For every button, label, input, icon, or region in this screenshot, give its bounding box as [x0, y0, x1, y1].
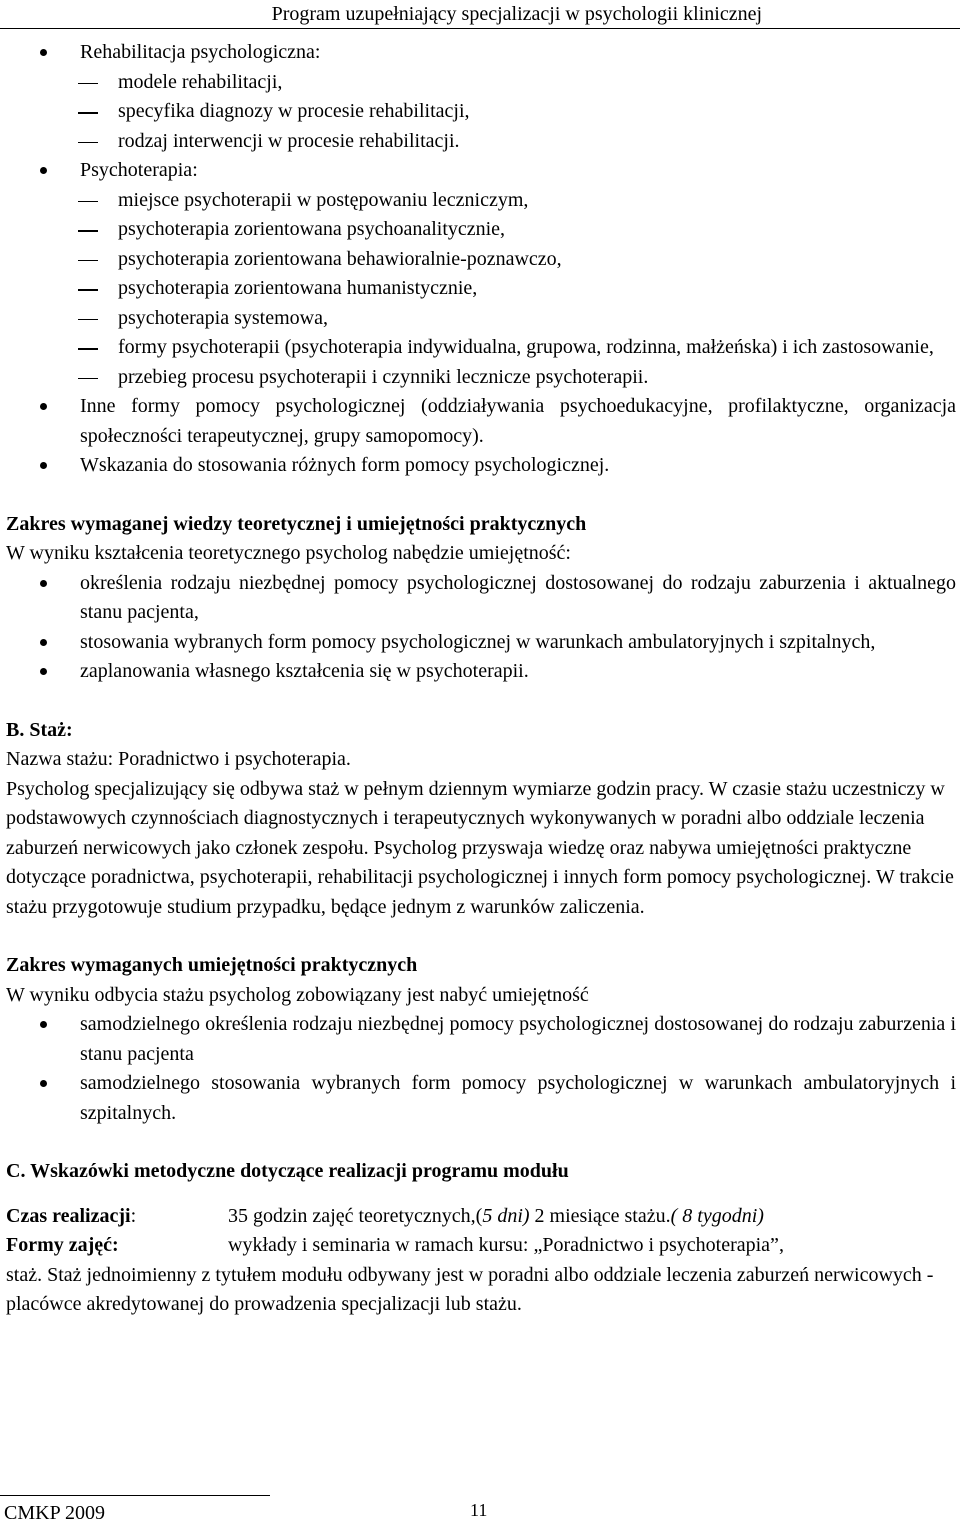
skills-list [6, 1010, 956, 1128]
sub-list-item: psychoterapia zorientowana psychoanalitycznie, [6, 215, 956, 245]
list-item [6, 392, 956, 451]
list-item: zaplanowania własnego kształcenia się w psychoterapii. [6, 657, 956, 687]
knowledge-intro: W wyniku kształcenia teoretycznego psycholog nabędzie umiejętność: [6, 542, 571, 564]
sub-list-item: specyfika diagnozy w procesie rehabilitacji, [6, 97, 956, 127]
spacer [6, 1187, 956, 1202]
list-item [6, 451, 956, 481]
duration-row [6, 1202, 956, 1232]
forms-value: wykłady i seminaria w ramach kursu: „Poradnictwo i psychoterapia”, [228, 1234, 784, 1256]
page-content [6, 38, 956, 1320]
forms-row [6, 1231, 956, 1261]
section-heading-c: C. Wskazówki metodyczne dotyczące realizacji programu modułu [6, 1160, 569, 1182]
list-item: samodzielnego stosowania wybranych form pomocy psychologicznej w warunkach ambulatoryjnych i szpitalnych. [6, 1069, 956, 1128]
list-item: samodzielnego określenia rodzaju niezbędnej pomocy psychologicznej dostosowanej do rodzaju zaburzenia i stanu pacjenta [6, 1010, 956, 1069]
list-item [6, 38, 956, 68]
internship-name: Nazwa stażu: Poradnictwo i psychoterapia. [6, 748, 351, 770]
knowledge-list [6, 569, 956, 687]
header-rule [0, 28, 960, 29]
sub-list-item: rodzaj interwencji w procesie rehabilitacji. [6, 127, 956, 157]
spacer [6, 687, 956, 716]
spacer [6, 922, 956, 951]
footer-label: CMKP 2009 [4, 1502, 105, 1524]
duration-label: Czas realizacji: [6, 1204, 137, 1227]
section-heading-b: B. Staż: [6, 718, 73, 741]
section-heading-knowledge: Zakres wymaganej wiedzy teoretycznej i umiejętności praktycznych [6, 512, 587, 535]
sub-list-item: przebieg procesu psychoterapii i czynniki lecznicze psychoterapii. [6, 363, 956, 393]
sub-list-item: miejsce psychoterapii w postępowaniu leczniczym, [6, 186, 956, 216]
footer-rule [0, 1495, 270, 1496]
list-item: określenia rodzaju niezbędnej pomocy psychologicznej dostosowanej do rodzaju zaburzenia i aktualnego stanu pacjenta, [6, 569, 956, 628]
list-item-text: Psychoterapia: [80, 159, 198, 181]
forms-continuation: staż. Staż jednoimienny z tytułem modułu odbywany jest w poradni albo oddziale leczenia zaburzeń nerwicowych - placówce akredytowanej do prowadzenia specjalizacji lub stażu. [6, 1263, 934, 1315]
internship-description: Psycholog specjalizujący się odbywa staż w pełnym dziennym wymiarze godzin pracy. W czasie stażu uczestniczy w podstawowych czynnościach diagnostycznych i terapeutycznych wykonywanych w poradni albo oddziale leczenia zaburzeń nerwicowych jako członek zespołu. Psycholog przyswaja wiedzę oraz nabywa umiejętności praktyczne dotyczące poradnictwa, psychoterapii, rehabilitacji psychologicznej i innych form pomocy psychologicznej. W trakcie stażu przygotowuje studium przypadku, będące jednym z warunków zaliczenia. [6, 777, 954, 918]
list-item-text: Inne formy pomocy psychologicznej (oddziaływania psychoedukacyjne, profilaktyczne, organizacja społeczności terapeutycznej, grupy samopomocy). [80, 395, 956, 447]
list-item: stosowania wybranych form pomocy psychologicznej w warunkach ambulatoryjnych i szpitalnych, [6, 628, 956, 658]
page-number: 11 [470, 1500, 488, 1520]
duration-value: 35 godzin zajęć teoretycznych,(5 dni) 2 miesiące stażu.( 8 tygodni) [228, 1204, 764, 1227]
sub-list-item: psychoterapia systemowa, [6, 304, 956, 334]
list-item-text: Rehabilitacja psychologiczna: [80, 41, 321, 63]
spacer [6, 1128, 956, 1157]
skills-intro: W wyniku odbycia stażu psycholog zobowiązany jest nabyć umiejętność [6, 983, 589, 1006]
sub-list-item: formy psychoterapii (psychoterapia indywidualna, grupowa, rodzinna, małżeńska) i ich zastosowanie, [6, 333, 956, 363]
forms-label: Formy zajęć: [6, 1234, 119, 1256]
topic-list [6, 38, 956, 481]
section-heading-skills: Zakres wymaganych umiejętności praktycznych [6, 954, 418, 976]
sub-list-item: psychoterapia zorientowana humanistycznie, [6, 274, 956, 304]
running-header: Program uzupełniający specjalizacji w psychologii klinicznej [271, 3, 762, 25]
sub-list-item: psychoterapia zorientowana behawioralnie-poznawczo, [6, 245, 956, 275]
sub-list-item: modele rehabilitacji, [6, 68, 956, 98]
spacer [6, 481, 956, 510]
list-item [6, 156, 956, 186]
list-item-text: Wskazania do stosowania różnych form pomocy psychologicznej. [80, 454, 610, 476]
